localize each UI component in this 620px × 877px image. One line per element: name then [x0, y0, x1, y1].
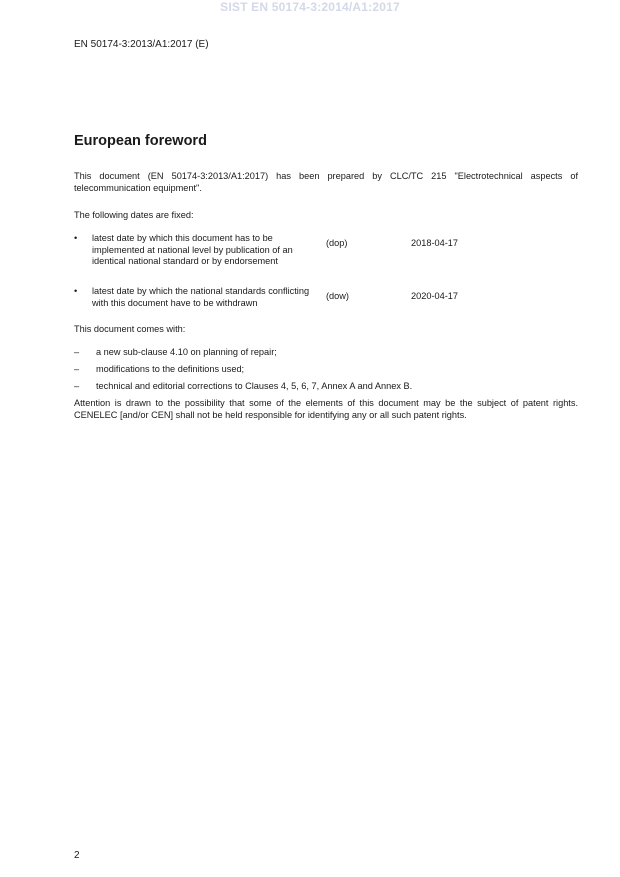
date-value: 2020-04-17 — [411, 291, 458, 301]
date-abbreviation: (dow) — [326, 291, 349, 301]
date-row-dop — [74, 233, 578, 286]
intro-paragraph: This document (EN 50174-3:2013/A1:2017) has been prepared by CLC/TC 215 "Electrotechnical aspects of telecommunication equipment". — [74, 171, 578, 193]
list-item — [74, 381, 578, 398]
page-number: 2 — [74, 850, 80, 861]
dash-icon: – — [74, 381, 80, 391]
comes-with-paragraph: This document comes with: — [74, 324, 186, 334]
document-identifier: EN 50174-3:2013/A1:2017 (E) — [74, 39, 209, 50]
date-abbreviation: (dop) — [326, 238, 348, 248]
date-description: latest date by which this document has to be implemented at national level by publication of an identical national standard or by endorsement — [92, 233, 293, 266]
list-item — [74, 364, 578, 381]
changes-list — [74, 347, 578, 398]
list-item-text: modifications to the definitions used; — [96, 364, 245, 374]
date-description: latest date by which the national standards conflicting with this document have to be withdrawn — [92, 286, 310, 308]
bullet-icon: • — [74, 286, 78, 296]
dash-icon: – — [74, 347, 80, 357]
patent-attention-paragraph: Attention is drawn to the possibility that some of the elements of this document may be the subject of patent rights. CENELEC [and/or CEN] shall not be held responsible for identifying any or all such patent rights. — [74, 398, 578, 420]
list-item-text: a new sub-clause 4.10 on planning of repair; — [96, 347, 277, 357]
dates-label: The following dates are fixed: — [74, 210, 194, 220]
watermark: SIST EN 50174-3:2014/A1:2017 — [220, 0, 400, 14]
page-title: European foreword — [74, 133, 207, 149]
list-item-text: technical and editorial corrections to Clauses 4, 5, 6, 7, Annex A and Annex B. — [96, 381, 413, 391]
bullet-icon: • — [74, 233, 78, 243]
date-value: 2018-04-17 — [411, 238, 458, 248]
dash-icon: – — [74, 364, 80, 374]
list-item — [74, 347, 578, 364]
